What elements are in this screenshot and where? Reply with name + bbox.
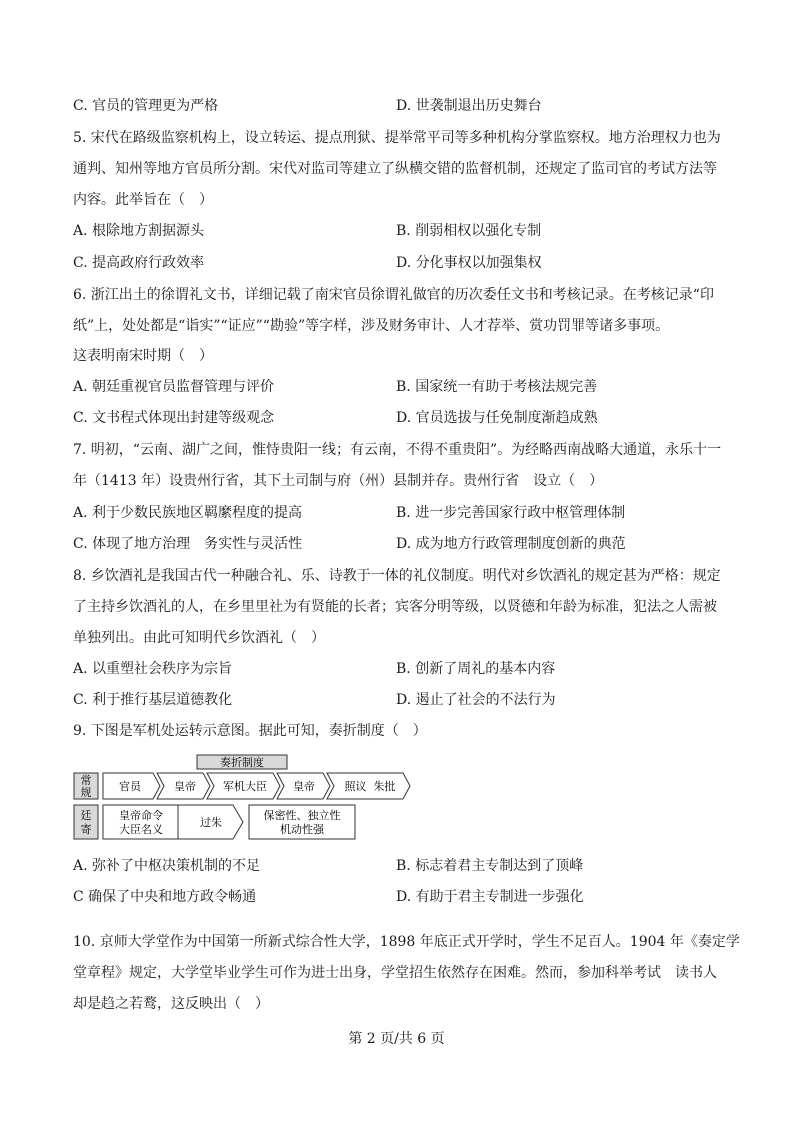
row1-step-text: 照议 朱批 (344, 780, 396, 793)
row1-label-char: 规 (80, 786, 92, 799)
q7-option-d: D. 成为地方行政管理制度创新的典范 (396, 536, 626, 552)
row1-label-char: 常 (80, 774, 92, 787)
row1-step-text: 军机大臣 (223, 780, 267, 793)
q10-stem-line: 堂章程》规定，大学堂毕业学生可作为进士出身，学堂招生依然存在困难。然而，参加科举考试 读书人 (73, 965, 717, 981)
q5-stem-line: 内容。此举旨在（ ） (73, 192, 213, 208)
q6-option-b: B. 国家统一有助于考核法规完善 (396, 379, 598, 395)
q9-option-c: C 确保了中央和地方政令畅通 (73, 889, 257, 905)
row1-step-text: 皇帝 (174, 780, 196, 793)
q6-stem-line: 6. 浙江出土的徐谓礼文书，详细记载了南宋官员徐谓礼做官的历次委任文书和考核记录。在考核记录“印 (73, 287, 714, 303)
q8-option-c: C. 利于推行基层道德教化 (73, 692, 233, 708)
q5-stem-line: 5. 宋代在路级监察机构上，设立转运、提点刑狱、提举常平司等多种机构分掌监察权。地方治理权力也为 (73, 130, 721, 146)
row2-label-char: 廷 (80, 809, 92, 822)
row2-box1-text: 大臣名义 (119, 823, 163, 836)
q5-option-b: B. 削弱相权以强化专制 (396, 223, 542, 239)
q5-option-c: C. 提高政府行政效率 (73, 255, 205, 271)
q9-option-d: D. 有助于君主专制进一步强化 (396, 889, 584, 905)
q5-option-d: D. 分化事权以加强集权 (396, 255, 542, 271)
q7-option-b: B. 进一步完善国家行政中枢管理体制 (396, 505, 626, 521)
q9-stem-line: 9. 下图是军机处运转示意图。据此可知，奏折制度（ ） (73, 723, 427, 739)
q6-stem-line: 纸”上，处处都是“诣实”“证应”“勘验”等字样，涉及财务审计、人才荐举、赏功罚罪等诸多事项。 (73, 318, 670, 334)
q8-stem-line: 了主持乡饮酒礼的人，在乡里里社为有贤能的长者；宾客分明等级，以贤德和年龄为标准，犯法之人需被 (73, 599, 717, 615)
q6-stem-line: 这表明南宋时期（ ） (73, 348, 213, 364)
row2-arrow-text: 过朱 (200, 816, 222, 829)
q7-stem-line: 年（1413 年）设贵州行省，其下土司制与府（州）县制并存。贵州行省 设立（ ） (73, 473, 604, 489)
row1-step-text: 官员 (119, 780, 141, 793)
q7-option-c: C. 体现了地方治理 务实性与灵活性 (73, 536, 303, 552)
row2-box2-text: 保密性、独立性 (263, 809, 341, 822)
q7-option-a: A. 利于少数民族地区羁縻程度的提高 (73, 505, 303, 521)
q10-stem-line: 却是趋之若鹜，这反映出（ ） (73, 996, 269, 1012)
q8-option-a: A. 以重塑社会秩序为宗旨 (73, 661, 233, 677)
diagram-title: 奏折制度 (220, 756, 264, 769)
row1-step-text: 皇帝 (293, 780, 315, 793)
q8-stem-line: 8. 乡饮酒礼是我国古代一种融合礼、乐、诗教于一体的礼仪制度。明代对乡饮酒礼的规定甚为严格：规定 (73, 568, 721, 584)
q10-stem-line: 10. 京师大学堂作为中国第一所新式综合性大学，1898 年底正式开学时，学生不足百人。1904 年《奏定学 (73, 934, 740, 950)
page-footer (0, 1028, 793, 1048)
row2-box1-text: 皇帝命令 (119, 809, 163, 822)
q8-stem-line: 单独列出。由此可知明代乡饮酒礼（ ） (73, 630, 325, 646)
q9-option-a: A. 弥补了中枢决策机制的不足 (73, 858, 261, 874)
page-number: 第 2 页/共 6 页 (348, 1031, 445, 1047)
q6-option-a: A. 朝廷重视官员监督管理与评价 (73, 379, 275, 395)
memorial-system-diagram (73, 753, 413, 843)
row2-box2-text: 机动性强 (280, 823, 324, 836)
q8-option-b: B. 创新了周礼的基本内容 (396, 661, 556, 677)
q9-option-b: B. 标志着君主专制达到了顶峰 (396, 858, 584, 874)
q5-option-a: A. 根除地方割据源头 (73, 223, 205, 239)
q7-stem-line: 7. 明初，“云南、湖广之间，惟恃贵阳一线；有云南，不得不重贵阳”。为经略西南战略大通道，永乐十一 (73, 442, 722, 458)
q5-stem-line: 通判、知州等地方官员所分割。宋代对监司等建立了纵横交错的监督机制，还规定了监司官的考试方法等 (73, 161, 717, 177)
q4-option-d: D. 世袭制退出历史舞台 (396, 98, 542, 114)
q6-option-c: C. 文书程式体现出封建等级观念 (73, 410, 275, 426)
q4-option-c: C. 官员的管理更为严格 (73, 98, 219, 114)
q6-option-d: D. 官员选拔与任免制度渐趋成熟 (396, 410, 598, 426)
row2-label-char: 寄 (80, 823, 92, 836)
q8-option-d: D. 遏止了社会的不法行为 (396, 692, 556, 708)
